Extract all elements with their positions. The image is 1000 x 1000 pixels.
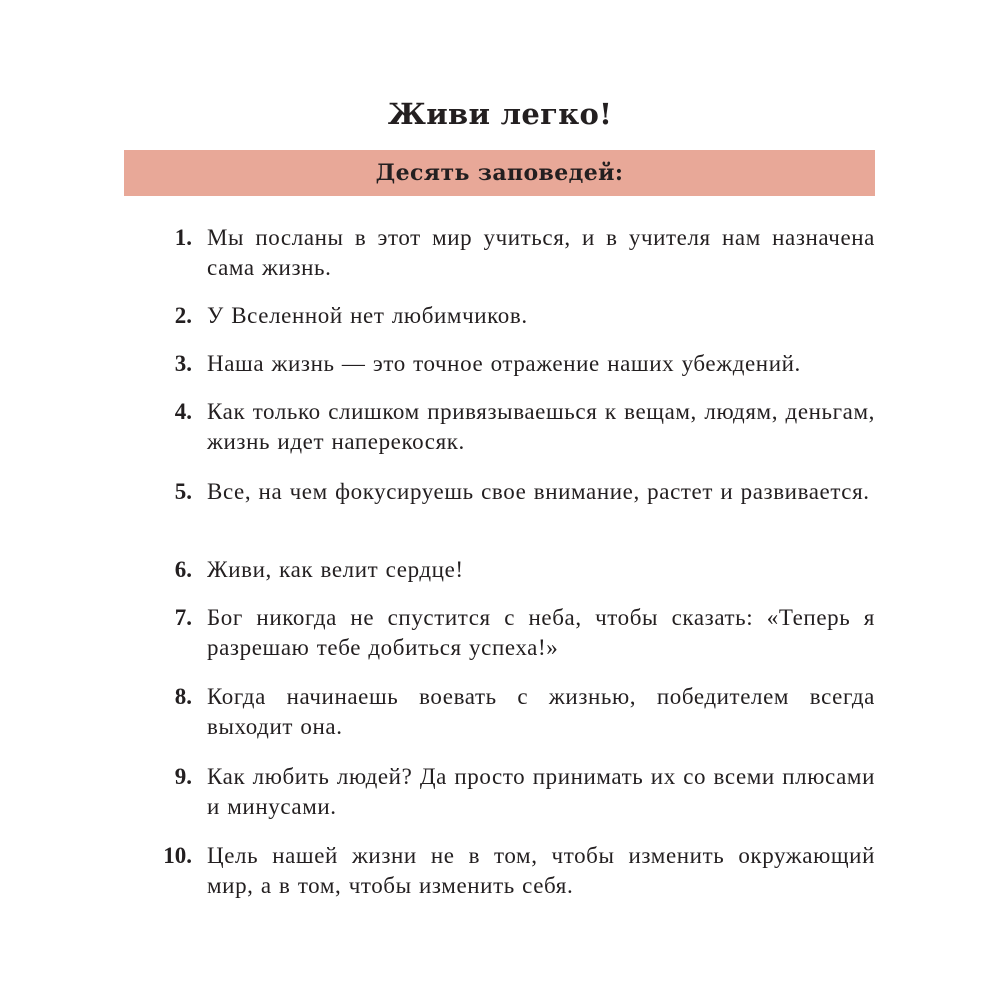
list-item	[150, 301, 875, 331]
item-number: 6.	[174, 557, 192, 582]
item-number: 2.	[174, 303, 192, 328]
item-text: Когда начинаешь воевать с жизнью, победителем всегда выходит она.	[207, 684, 875, 739]
list-item	[150, 477, 875, 507]
item-number: 7.	[174, 605, 192, 630]
item-number: 9.	[174, 764, 192, 789]
item-number: 3.	[174, 351, 192, 376]
item-number: 4.	[174, 399, 192, 424]
list-item	[150, 682, 875, 742]
list-item	[150, 555, 875, 585]
item-text: Бог никогда не спустится с неба, чтобы сказать: «Теперь я разрешаю тебе добиться успеха!»	[207, 605, 875, 660]
list-item	[150, 762, 875, 822]
item-text: Мы посланы в этот мир учиться, и в учителя нам назначена сама жизнь.	[207, 225, 875, 280]
subtitle-bar	[124, 150, 875, 196]
subtitle-text: Десять заповедей:	[375, 160, 624, 186]
item-text: Как любить людей? Да просто принимать их со всеми плюсами и минусами.	[207, 764, 875, 819]
item-text: Цель нашей жизни не в том, чтобы изменить окружающий мир, а в том, чтобы изменить себя.	[207, 843, 875, 898]
list-item	[150, 397, 875, 457]
item-number: 1.	[174, 225, 192, 250]
item-text: Как только слишком привязываешься к вещам, людям, деньгам, жизнь идет наперекосяк.	[207, 399, 875, 454]
item-number: 5.	[174, 479, 192, 504]
item-number: 8.	[174, 684, 192, 709]
list-item	[150, 603, 875, 663]
item-text: Все, на чем фокусируешь свое внимание, растет и развивается.	[207, 479, 870, 504]
item-text: У Вселенной нет любимчиков.	[207, 303, 528, 328]
list-item	[150, 349, 875, 379]
item-text: Наша жизнь — это точное отражение наших убеждений.	[207, 351, 801, 376]
list-item	[150, 223, 875, 283]
list-item	[150, 841, 875, 901]
item-number: 10.	[163, 843, 192, 868]
item-text: Живи, как велит сердце!	[207, 557, 464, 582]
page-title: Живи легко!	[387, 97, 613, 131]
